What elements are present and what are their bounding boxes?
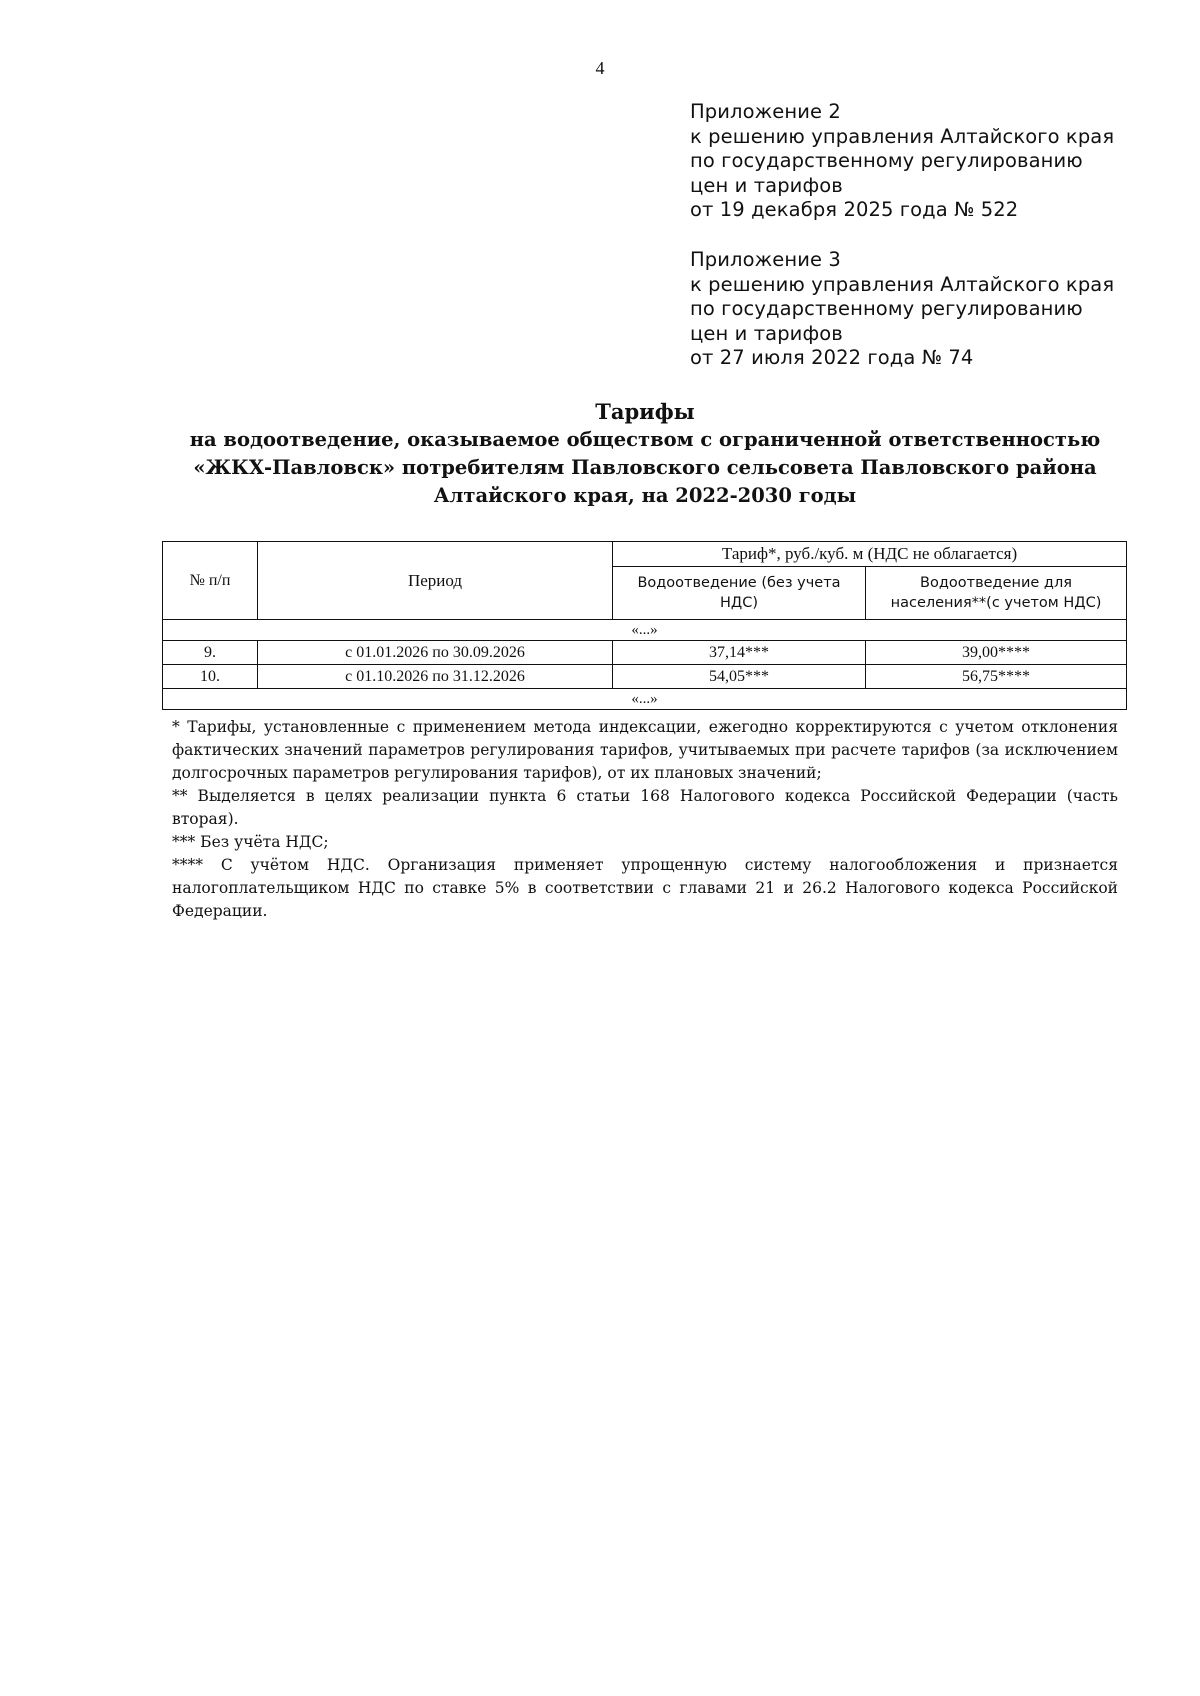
document-title: [160, 398, 1130, 510]
appendix-2-line: к решению управления Алтайского края: [690, 124, 1115, 148]
title-line: на водоотведение, оказываемое обществом с ограниченной ответственностью: [189, 428, 1101, 451]
title-line: «ЖКХ-Павловск» потребителям Павловского сельсовета Павловского района: [193, 456, 1097, 479]
appendix-2-title: Приложение 2: [690, 100, 841, 123]
appendix-2-line: цен и тарифов: [690, 173, 843, 197]
header-wastewater-no-vat: [613, 567, 866, 620]
footnote-4: **** С учётом НДС. Организация применяет упрощенную систему налогообложения и признается налогоплательщиком НДС по ставке 5% в соответствии с главами 21 и 26.2 Налогового кодекса Российской Федерации.: [172, 856, 1118, 920]
row-tariff-no-vat: 54,05***: [613, 665, 866, 689]
appendix-3-date: от 27 июля 2022 года № 74: [690, 346, 974, 369]
header-wastewater-no-vat-line1: Водоотведение (без учета: [637, 575, 841, 591]
ellipsis-row: [163, 689, 1127, 710]
ellipsis-cell: «...»: [163, 620, 1127, 641]
table-row: [163, 665, 1127, 689]
header-wastewater-population-line2: населения**(с учетом НДС): [890, 595, 1102, 611]
appendix-3-line: цен и тарифов: [690, 321, 843, 345]
ellipsis-cell: «...»: [163, 689, 1127, 710]
appendix-2-line: по государственному регулированию: [690, 149, 1083, 172]
row-number: 10.: [163, 665, 258, 689]
header-period: Период: [258, 542, 613, 620]
header-tariff: Тариф*, руб./куб. м (НДС не облагается): [613, 542, 1127, 567]
appendix-3-line: по государственному регулированию: [690, 297, 1083, 320]
row-tariff-population: 56,75****: [866, 665, 1127, 689]
title-line: Алтайского края, на 2022-2030 годы: [433, 484, 857, 507]
footnotes: [172, 716, 1118, 923]
table-header-row: [163, 542, 1127, 567]
header-wastewater-no-vat-line2: НДС): [719, 595, 758, 611]
page-number: 4: [595, 58, 605, 78]
footnote-3: *** Без учёта НДС;: [172, 833, 329, 851]
tariff-table: [162, 541, 1127, 710]
row-number: 9.: [163, 641, 258, 665]
appendix-2-block: [690, 100, 1114, 223]
header-number: № п/п: [163, 542, 258, 620]
footnote-2: ** Выделяется в целях реализации пункта 6 статьи 168 Налогового кодекса Российской Федерации (часть вторая).: [172, 787, 1118, 828]
row-tariff-population: 39,00****: [866, 641, 1127, 665]
header-wastewater-population-line1: Водоотведение для: [920, 575, 1072, 591]
row-period: с 01.10.2026 по 31.12.2026: [258, 665, 613, 689]
appendix-3-line: к решению управления Алтайского края: [690, 272, 1115, 296]
ellipsis-row: [163, 620, 1127, 641]
header-wastewater-population: [866, 567, 1127, 620]
appendix-3-title: Приложение 3: [690, 248, 841, 271]
appendix-3-block: [690, 248, 1114, 371]
row-period: с 01.01.2026 по 30.09.2026: [258, 641, 613, 665]
appendix-2-date: от 19 декабря 2025 года № 522: [690, 198, 1019, 221]
row-tariff-no-vat: 37,14***: [613, 641, 866, 665]
table-row: [163, 641, 1127, 665]
title-heading: Тарифы: [595, 399, 695, 424]
footnote-1: * Тарифы, установленные с применением метода индексации, ежегодно корректируются с учетом отклонения фактических значений параметров регулирования тарифов, учитываемых при расчете тарифов (за исключением долгосрочных параметров регулирования тарифов), от их плановых значений;: [172, 718, 1118, 782]
